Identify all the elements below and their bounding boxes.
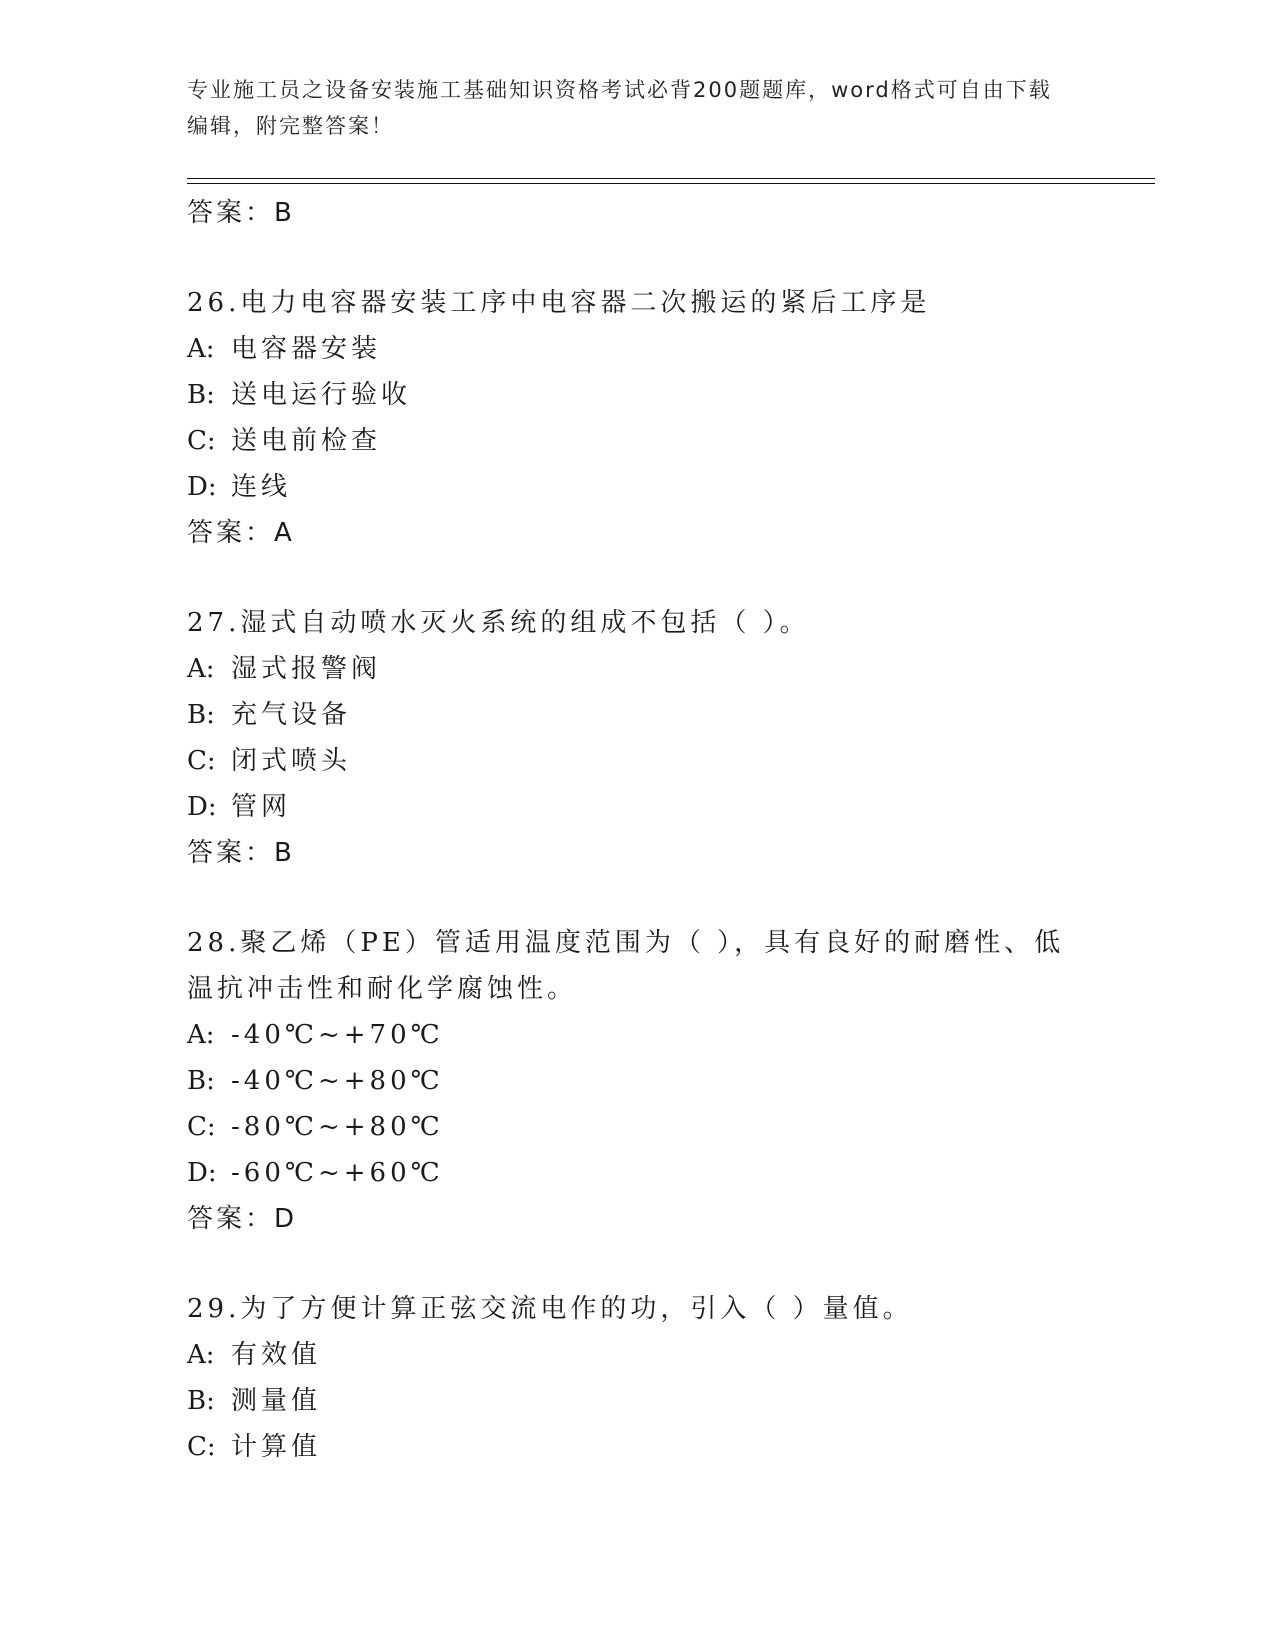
option-letter: B: [187,1066,215,1096]
question-28-option-c [187,1104,1087,1150]
question-27-text: 27.湿式自动喷水灭火系统的组成不包括（ ）。 [187,608,810,638]
option-text: 送电前检查 [231,426,382,456]
header-divider-top [187,178,1155,179]
question-26-text: 26.电力电容器安装工序中电容器二次搬运的紧后工序是 [187,288,931,318]
option-text: 闭式喷头 [231,746,352,776]
question-28 [187,920,1087,1242]
question-28-answer: 答案：D [187,1204,298,1234]
option-letter: D: [187,1158,217,1188]
question-27-option-b [187,692,1087,738]
question-29-text: 29.为了方便计算正弦交流电作的功，引入（ ）量值。 [187,1294,913,1324]
question-29-option-b [187,1378,1087,1424]
question-27-option-d [187,784,1087,830]
option-text: 有效值 [231,1340,322,1370]
question-26-option-a [187,326,1087,372]
option-letter: C: [187,1112,216,1142]
question-28-option-b [187,1058,1087,1104]
option-text: -40℃~+80℃ [231,1066,444,1096]
option-text: 连线 [231,472,292,502]
question-28-option-a [187,1012,1087,1058]
document-header: 专业施工员之设备安装施工基础知识资格考试必背200题题库，word格式可自由下载编辑，附完整答案！ [187,78,1052,138]
option-text: 送电运行验收 [231,380,412,410]
question-26-option-d [187,464,1087,510]
option-letter: C: [187,1432,216,1462]
option-text: 充气设备 [231,700,352,730]
question-27 [187,600,1087,876]
question-29 [187,1286,1087,1470]
question-27-option-a [187,646,1087,692]
question-26-option-b [187,372,1087,418]
question-27-answer: 答案：B [187,838,295,868]
question-26 [187,280,1087,556]
question-29-option-c [187,1424,1087,1470]
option-letter: B: [187,380,215,410]
option-letter: A: [187,1340,215,1370]
question-list [187,190,1087,1470]
option-letter: D: [187,472,217,502]
question-29-option-a [187,1332,1087,1378]
option-text: 计算值 [231,1432,322,1462]
option-text: 湿式报警阀 [231,654,382,684]
option-letter: D: [187,792,217,822]
option-letter: C: [187,746,216,776]
question-26-option-c [187,418,1087,464]
question-27-option-c [187,738,1087,784]
option-letter: A: [187,1020,215,1050]
header-divider-bottom [187,183,1155,184]
option-letter: B: [187,1386,215,1416]
option-text: -40℃~+70℃ [231,1020,444,1050]
option-text: -60℃~+60℃ [231,1158,444,1188]
option-text: 测量值 [231,1386,322,1416]
option-letter: A: [187,334,215,364]
option-text: 电容器安装 [231,334,382,364]
option-letter: C: [187,426,216,456]
option-letter: B: [187,700,215,730]
previous-answer: 答案：B [187,198,295,228]
question-28-option-d [187,1150,1087,1196]
question-28-text: 28.聚乙烯（PE）管适用温度范围为（ ），具有良好的耐磨性、低温抗冲击性和耐化学腐蚀性。 [187,928,1065,1004]
option-letter: A: [187,654,215,684]
option-text: -80℃~+80℃ [231,1112,444,1142]
option-text: 管网 [231,792,292,822]
question-26-answer: 答案：A [187,518,295,548]
